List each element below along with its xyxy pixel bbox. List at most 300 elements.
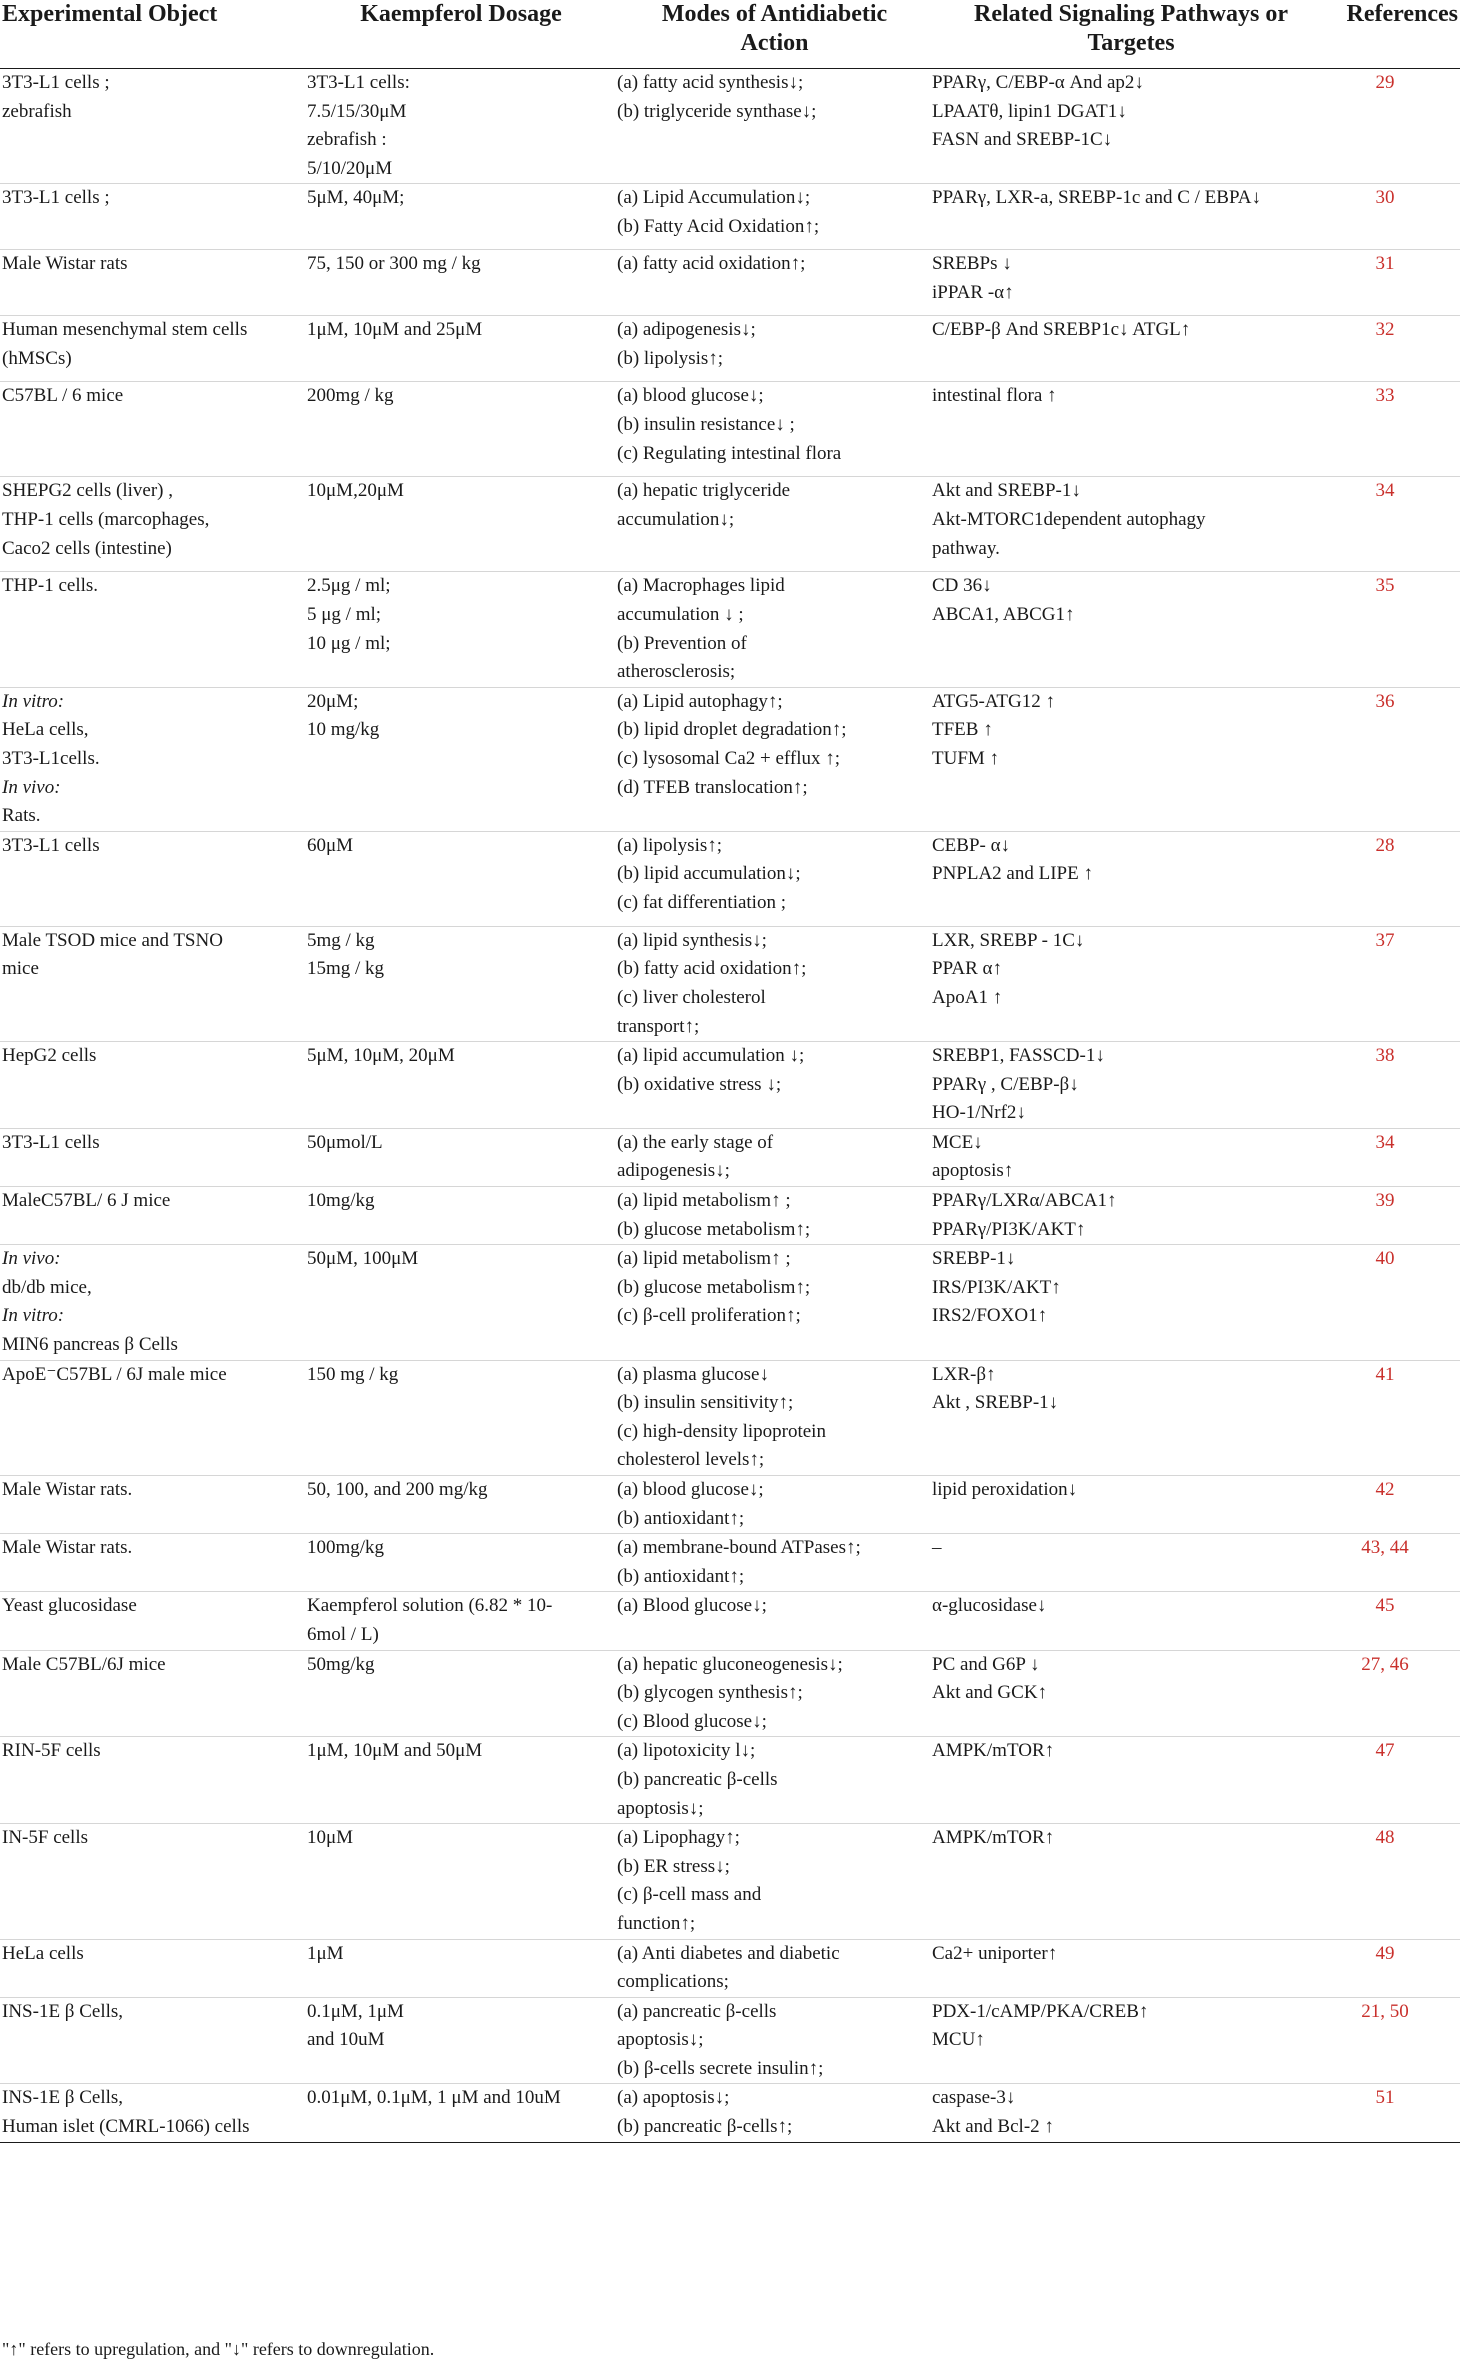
cell-line: apoptosis↑	[932, 1160, 1014, 1182]
cell-line: In vivo:	[2, 1248, 61, 1270]
cell-experimental-object	[0, 1650, 305, 1737]
cell-mode-of-action	[617, 477, 932, 572]
cell-line: (b) triglyceride synthase↓;	[617, 100, 817, 122]
reference-link[interactable]: 38	[1375, 1045, 1395, 1067]
cell-mode-of-action	[617, 572, 932, 687]
cell-line: IN-5F cells	[2, 1827, 89, 1849]
cell-line: pathway.	[932, 537, 1000, 559]
reference-link[interactable]: 46	[1389, 1653, 1409, 1675]
cell-signaling-pathways	[932, 477, 1330, 572]
cell-line: (a) plasma glucose↓	[617, 1363, 769, 1385]
cell-line: iPPAR -α↑	[932, 281, 1014, 303]
cell-line: 20μM;	[307, 690, 359, 712]
table-row	[0, 1187, 1460, 1245]
cell-kaempferol-dosage	[305, 1824, 617, 1939]
reference-link[interactable]: 45	[1375, 1595, 1395, 1617]
cell-line: 50mg/kg	[307, 1653, 375, 1675]
cell-experimental-object	[0, 1534, 305, 1592]
cell-signaling-pathways	[932, 1042, 1330, 1129]
cell-experimental-object	[0, 1737, 305, 1824]
cell-line: INS-1E β Cells,	[2, 2087, 124, 2109]
cell-line: (a) blood glucose↓;	[617, 385, 764, 407]
cell-line: (a) lipotoxicity l↓;	[617, 1740, 756, 1762]
cell-line: (a) Lipid autophagy↑;	[617, 690, 783, 712]
cell-kaempferol-dosage	[305, 250, 617, 316]
cell-references	[1330, 477, 1460, 572]
cell-kaempferol-dosage	[305, 184, 617, 250]
cell-line: 0.1μM, 1μM	[307, 2000, 404, 2022]
cell-signaling-pathways	[932, 1187, 1330, 1245]
cell-line: 5mg / kg	[307, 929, 375, 951]
cell-line: MaleC57BL/ 6 J mice	[2, 1190, 171, 1212]
cell-line: (a) Anti diabetes and diabetic	[617, 1942, 840, 1964]
cell-line: (a) Macrophages lipid	[617, 575, 785, 597]
header-references: References	[1330, 0, 1460, 69]
reference-link[interactable]: 34	[1375, 480, 1395, 502]
cell-line: Akt and Bcl-2 ↑	[932, 2116, 1054, 2138]
cell-references: 43, 44	[1330, 1534, 1460, 1592]
cell-line: (a) lipid metabolism↑ ;	[617, 1248, 791, 1270]
table-row	[0, 69, 1460, 184]
cell-references	[1330, 1128, 1460, 1186]
cell-line: 5 μg / ml;	[307, 603, 382, 625]
cell-experimental-object	[0, 687, 305, 831]
cell-signaling-pathways	[932, 382, 1330, 477]
cell-line: ATG5-ATG12 ↑	[932, 690, 1055, 712]
cell-line: cholesterol levels↑;	[617, 1449, 765, 1471]
cell-line: lipid peroxidation↓	[932, 1479, 1078, 1500]
cell-experimental-object	[0, 69, 305, 184]
cell-line: 3T3-L1 cells	[2, 1131, 100, 1153]
cell-line: (b) fatty acid oxidation↑;	[617, 958, 807, 980]
cell-line: 50, 100, and 200 mg/kg	[307, 1479, 488, 1500]
cell-signaling-pathways	[932, 572, 1330, 687]
cell-references	[1330, 250, 1460, 316]
cell-mode-of-action	[617, 831, 932, 926]
cell-mode-of-action	[617, 382, 932, 477]
cell-mode-of-action	[617, 1245, 932, 1360]
header-experimental-object: Experimental Object	[0, 0, 305, 69]
reference-link[interactable]: 43	[1361, 1537, 1381, 1559]
cell-mode-of-action	[617, 1939, 932, 1997]
cell-line: mice	[2, 958, 39, 980]
cell-line: LXR, SREBP - 1C↓	[932, 929, 1085, 951]
cell-references	[1330, 1042, 1460, 1129]
table-row	[0, 687, 1460, 831]
cell-references	[1330, 572, 1460, 687]
cell-line: db/db mice,	[2, 1276, 92, 1298]
cell-line: (b) insulin sensitivity↑;	[617, 1392, 794, 1414]
cell-line: (b) oxidative stress ↓;	[617, 1073, 782, 1095]
cell-line: 0.01μM, 0.1μM, 1 μM and 10uM	[307, 2087, 561, 2109]
cell-mode-of-action	[617, 926, 932, 1041]
reference-link[interactable]: 33	[1375, 385, 1395, 407]
cell-references	[1330, 926, 1460, 1041]
cell-line: 3T3-L1 cells:	[307, 72, 410, 93]
cell-experimental-object	[0, 1187, 305, 1245]
cell-line: Caco2 cells (intestine)	[2, 537, 172, 559]
cell-experimental-object	[0, 572, 305, 687]
header-row	[0, 0, 1460, 69]
cell-experimental-object	[0, 1997, 305, 2084]
cell-line: Human islet (CMRL-1066) cells	[2, 2116, 250, 2138]
cell-references	[1330, 316, 1460, 382]
cell-line: (a) lipid accumulation ↓;	[617, 1045, 805, 1067]
table-row	[0, 926, 1460, 1041]
cell-line: CEBP- α↓	[932, 834, 1011, 856]
cell-line: PNPLA2 and LIPE ↑	[932, 863, 1093, 885]
cell-line: (d) TFEB translocation↑;	[617, 776, 808, 798]
cell-mode-of-action	[617, 69, 932, 184]
table-row	[0, 1042, 1460, 1129]
table-row	[0, 831, 1460, 926]
cell-experimental-object	[0, 1592, 305, 1650]
cell-line: (a) pancreatic β-cells	[617, 2000, 777, 2022]
cell-experimental-object	[0, 1128, 305, 1186]
cell-line: (b) glucose metabolism↑;	[617, 1218, 811, 1240]
cell-line: Yeast glucosidase	[2, 1595, 137, 1617]
table-header	[0, 0, 1460, 69]
cell-mode-of-action	[617, 687, 932, 831]
cell-references	[1330, 184, 1460, 250]
cell-experimental-object	[0, 926, 305, 1041]
cell-line: apoptosis↓;	[617, 2029, 704, 2051]
cell-kaempferol-dosage	[305, 1360, 617, 1475]
cell-kaempferol-dosage	[305, 1650, 617, 1737]
reference-link[interactable]: 30	[1375, 187, 1395, 209]
cell-line: intestinal flora ↑	[932, 385, 1057, 407]
table-row	[0, 1997, 1460, 2084]
cell-line: (b) Prevention of	[617, 632, 747, 654]
cell-mode-of-action	[617, 1737, 932, 1824]
cell-line: 10 mg/kg	[307, 719, 380, 741]
cell-mode-of-action	[617, 2084, 932, 2142]
cell-line: 15mg / kg	[307, 958, 385, 980]
cell-line: AMPK/mTOR↑	[932, 1827, 1055, 1849]
cell-line: MCE↓	[932, 1131, 983, 1153]
reference-link[interactable]: 44	[1389, 1537, 1409, 1559]
cell-signaling-pathways	[932, 1245, 1330, 1360]
cell-line: SHEPG2 cells (liver) ,	[2, 480, 173, 502]
cell-line: 200mg / kg	[307, 385, 394, 407]
cell-line: 60μM	[307, 834, 354, 856]
cell-mode-of-action	[617, 1360, 932, 1475]
cell-kaempferol-dosage	[305, 316, 617, 382]
cell-line: 10μM	[307, 1827, 354, 1849]
reference-link[interactable]: 41	[1375, 1363, 1395, 1385]
cell-mode-of-action	[617, 184, 932, 250]
cell-line: 100mg/kg	[307, 1537, 385, 1559]
cell-line: accumulation ↓ ;	[617, 603, 744, 625]
cell-line: (b) glucose metabolism↑;	[617, 1276, 811, 1298]
table-row	[0, 184, 1460, 250]
cell-line: FASN and SREBP-1C↓	[932, 129, 1113, 151]
cell-line: Kaempferol solution (6.82 * 10-	[307, 1595, 553, 1617]
cell-line: PPARγ/PI3K/AKT↑	[932, 1218, 1086, 1240]
cell-line: INS-1E β Cells,	[2, 2000, 124, 2022]
header-signaling-pathways: Related Signaling Pathways or Targetes	[932, 0, 1330, 69]
cell-line: (b) lipolysis↑;	[617, 347, 724, 369]
cell-experimental-object	[0, 831, 305, 926]
cell-signaling-pathways	[932, 316, 1330, 382]
reference-link[interactable]: 42	[1375, 1479, 1395, 1500]
cell-line: (c) Regulating intestinal flora	[617, 442, 842, 464]
cell-line: (a) hepatic gluconeogenesis↓;	[617, 1653, 843, 1675]
cell-signaling-pathways	[932, 1650, 1330, 1737]
cell-references	[1330, 2084, 1460, 2142]
cell-line: HeLa cells	[2, 1942, 84, 1964]
cell-kaempferol-dosage	[305, 1128, 617, 1186]
table-row	[0, 572, 1460, 687]
reference-link[interactable]: 51	[1375, 2087, 1395, 2109]
cell-references	[1330, 687, 1460, 831]
cell-references	[1330, 831, 1460, 926]
cell-line: and 10uM	[307, 2029, 385, 2051]
cell-line: TFEB ↑	[932, 719, 993, 741]
cell-kaempferol-dosage	[305, 572, 617, 687]
table-row	[0, 1128, 1460, 1186]
cell-mode-of-action	[617, 1592, 932, 1650]
cell-kaempferol-dosage	[305, 1997, 617, 2084]
cell-references	[1330, 69, 1460, 184]
reference-link[interactable]: 34	[1375, 1131, 1395, 1153]
cell-signaling-pathways	[932, 1360, 1330, 1475]
cell-kaempferol-dosage	[305, 1476, 617, 1534]
cell-line: Human mesenchymal stem cells	[2, 319, 248, 341]
cell-experimental-object	[0, 1824, 305, 1939]
reference-link[interactable]: 40	[1375, 1248, 1395, 1270]
cell-line: (c) fat differentiation ;	[617, 891, 786, 913]
cell-line: (b) Fatty Acid Oxidation↑;	[617, 215, 820, 237]
cell-references	[1330, 1476, 1460, 1534]
cell-line: 10 μg / ml;	[307, 632, 391, 654]
cell-experimental-object	[0, 1245, 305, 1360]
cell-line: (b) β-cells secrete insulin↑;	[617, 2057, 824, 2079]
reference-link[interactable]: 28	[1375, 834, 1395, 856]
reference-link[interactable]: 27	[1361, 1653, 1381, 1675]
cell-mode-of-action	[617, 1534, 932, 1592]
cell-line: (c) high-density lipoprotein	[617, 1420, 826, 1442]
cell-line: 2.5μg / ml;	[307, 575, 391, 597]
cell-experimental-object	[0, 316, 305, 382]
cell-signaling-pathways	[932, 831, 1330, 926]
cell-references	[1330, 382, 1460, 477]
cell-line: Ca2+ uniporter↑	[932, 1942, 1058, 1964]
cell-signaling-pathways	[932, 687, 1330, 831]
cell-line: transport↑;	[617, 1015, 700, 1037]
cell-references	[1330, 1187, 1460, 1245]
cell-line: 75, 150 or 300 mg / kg	[307, 253, 481, 275]
cell-line: (a) membrane-bound ATPases↑;	[617, 1537, 861, 1559]
cell-mode-of-action	[617, 1476, 932, 1534]
cell-line: (b) antioxidant↑;	[617, 1507, 745, 1529]
reference-link[interactable]: 32	[1375, 319, 1395, 341]
reference-link[interactable]: 37	[1375, 929, 1395, 951]
cell-experimental-object	[0, 1939, 305, 1997]
cell-line: (c) Blood glucose↓;	[617, 1710, 767, 1732]
cell-line: (a) Lipophagy↑;	[617, 1827, 740, 1849]
cell-signaling-pathways	[932, 69, 1330, 184]
cell-signaling-pathways	[932, 250, 1330, 316]
cell-line: RIN-5F cells	[2, 1740, 101, 1762]
cell-line: (a) the early stage of	[617, 1131, 774, 1153]
cell-line: Male TSOD mice and TSNO	[2, 929, 223, 951]
table-row	[0, 477, 1460, 572]
cell-line: (hMSCs)	[2, 347, 72, 369]
cell-line: Akt-MTORC1dependent autophagy	[932, 508, 1206, 530]
cell-line: (a) fatty acid oxidation↑;	[617, 253, 806, 275]
table-row	[0, 1650, 1460, 1737]
cell-line: 1μM	[307, 1942, 344, 1964]
cell-kaempferol-dosage	[305, 1187, 617, 1245]
cell-kaempferol-dosage	[305, 1245, 617, 1360]
table-body	[0, 69, 1460, 2143]
cell-line: (a) lipid synthesis↓;	[617, 929, 767, 951]
cell-line: (a) adipogenesis↓;	[617, 319, 756, 341]
table-row	[0, 1245, 1460, 1360]
cell-line: 5μM, 10μM, 20μM	[307, 1045, 455, 1067]
reference-link[interactable]: 39	[1375, 1190, 1395, 1212]
cell-line: IRS2/FOXO1↑	[932, 1305, 1048, 1327]
cell-line: 1μM, 10μM and 25μM	[307, 319, 483, 341]
table-row	[0, 1824, 1460, 1939]
cell-line: MCU↑	[932, 2029, 985, 2051]
cell-line: Male Wistar rats.	[2, 1479, 133, 1500]
table-footnote: "↑" refers to upregulation, and "↓" refers to downregulation.	[2, 2339, 435, 2359]
cell-line: 3T3-L1cells.	[2, 747, 100, 769]
cell-kaempferol-dosage	[305, 1737, 617, 1824]
cell-line: LXR-β↑	[932, 1363, 996, 1385]
cell-line: SREBPs ↓	[932, 253, 1012, 275]
cell-line: zebrafish :	[307, 129, 387, 151]
cell-signaling-pathways	[932, 1592, 1330, 1650]
cell-line: 3T3-L1 cells ;	[2, 187, 110, 209]
cell-line: PPARγ, LXR-a, SREBP-1c and C / EBPA↓	[932, 187, 1261, 209]
cell-kaempferol-dosage	[305, 1939, 617, 1997]
cell-line: –	[932, 1537, 942, 1559]
cell-line: (a) lipid metabolism↑ ;	[617, 1190, 791, 1212]
cell-mode-of-action	[617, 1042, 932, 1129]
reference-link[interactable]: 48	[1375, 1827, 1395, 1849]
cell-line: accumulation↓;	[617, 508, 735, 530]
cell-experimental-object	[0, 382, 305, 477]
cell-references: 21, 50	[1330, 1997, 1460, 2084]
cell-line: 1μM, 10μM and 50μM	[307, 1740, 483, 1762]
cell-experimental-object	[0, 477, 305, 572]
cell-line: (b) pancreatic β-cells↑;	[617, 2116, 793, 2138]
reference-link[interactable]: 29	[1375, 72, 1395, 93]
cell-signaling-pathways	[932, 1128, 1330, 1186]
cell-line: (a) Lipid Accumulation↓;	[617, 187, 811, 209]
cell-line: (b) pancreatic β-cells	[617, 1768, 778, 1790]
cell-line: THP-1 cells.	[2, 575, 99, 597]
cell-line: (c) β-cell proliferation↑;	[617, 1305, 801, 1327]
cell-line: atherosclerosis;	[617, 661, 736, 683]
table-row	[0, 250, 1460, 316]
table-row	[0, 1939, 1460, 1997]
table-row	[0, 1737, 1460, 1824]
cell-kaempferol-dosage	[305, 1042, 617, 1129]
cell-line: SREBP1, FASSCD-1↓	[932, 1045, 1105, 1067]
cell-experimental-object	[0, 2084, 305, 2142]
reference-link[interactable]: 35	[1375, 575, 1395, 597]
table-row	[0, 1476, 1460, 1534]
cell-references: 27, 46	[1330, 1650, 1460, 1737]
cell-line: IRS/PI3K/AKT↑	[932, 1276, 1061, 1298]
cell-line: (c) β-cell mass and	[617, 1884, 762, 1906]
table-row	[0, 316, 1460, 382]
cell-kaempferol-dosage	[305, 1592, 617, 1650]
table-row	[0, 382, 1460, 477]
table-row	[0, 1360, 1460, 1475]
reference-link[interactable]: 50	[1389, 2000, 1409, 2022]
reference-link[interactable]: 36	[1375, 690, 1395, 712]
cell-experimental-object	[0, 1360, 305, 1475]
cell-line: HeLa cells,	[2, 719, 89, 741]
cell-line: (b) lipid droplet degradation↑;	[617, 719, 847, 741]
cell-line: (a) hepatic triglyceride	[617, 480, 791, 502]
cell-line: HO-1/Nrf2↓	[932, 1102, 1026, 1124]
cell-line: 50μM, 100μM	[307, 1248, 419, 1270]
cell-line: 5/10/20μM	[307, 157, 393, 179]
cell-line: 50μmol/L	[307, 1131, 383, 1153]
reference-link[interactable]: 47	[1375, 1740, 1395, 1762]
cell-line: (b) insulin resistance↓ ;	[617, 413, 795, 435]
cell-line: function↑;	[617, 1912, 696, 1934]
cell-experimental-object	[0, 1042, 305, 1129]
cell-kaempferol-dosage	[305, 831, 617, 926]
reference-link[interactable]: 31	[1375, 253, 1395, 275]
cell-line: PDX-1/cAMP/PKA/CREB↑	[932, 2000, 1149, 2022]
cell-line: Akt , SREBP-1↓	[932, 1392, 1059, 1414]
cell-kaempferol-dosage	[305, 926, 617, 1041]
cell-line: THP-1 cells (marcophages,	[2, 508, 210, 530]
cell-signaling-pathways	[932, 1824, 1330, 1939]
reference-link[interactable]: 49	[1375, 1942, 1395, 1964]
cell-references	[1330, 1939, 1460, 1997]
cell-line: SREBP-1↓	[932, 1248, 1016, 1270]
cell-line: PPARγ , C/EBP-β↓	[932, 1073, 1079, 1095]
reference-link[interactable]: 21	[1361, 2000, 1381, 2022]
cell-line: complications;	[617, 1971, 729, 1993]
cell-kaempferol-dosage	[305, 69, 617, 184]
table-row	[0, 1534, 1460, 1592]
cell-signaling-pathways	[932, 1476, 1330, 1534]
cell-line: C57BL / 6 mice	[2, 385, 124, 407]
cell-signaling-pathways	[932, 184, 1330, 250]
cell-line: 6mol / L)	[307, 1623, 379, 1645]
cell-line: ApoE⁻C57BL / 6J male mice	[2, 1363, 227, 1385]
cell-kaempferol-dosage	[305, 2084, 617, 2142]
cell-mode-of-action	[617, 1187, 932, 1245]
cell-line: (a) lipolysis↑;	[617, 834, 723, 856]
cell-line: Male C57BL/6J mice	[2, 1653, 166, 1675]
header-modes-of-action: Modes of Antidiabetic Action	[617, 0, 932, 69]
cell-mode-of-action	[617, 316, 932, 382]
cell-line: PPARγ, C/EBP-α And ap2↓	[932, 72, 1144, 93]
cell-line: 3T3-L1 cells	[2, 834, 100, 856]
cell-line: α-glucosidase↓	[932, 1595, 1047, 1617]
cell-signaling-pathways	[932, 1997, 1330, 2084]
cell-line: 5μM, 40μM;	[307, 187, 405, 209]
cell-line: TUFM ↑	[932, 747, 1000, 769]
cell-line: adipogenesis↓;	[617, 1160, 730, 1182]
cell-line: MIN6 pancreas β Cells	[2, 1334, 178, 1356]
cell-line: 10mg/kg	[307, 1190, 375, 1212]
cell-line: Rats.	[2, 805, 41, 827]
cell-line: zebrafish	[2, 100, 72, 122]
cell-line: 10μM,20μM	[307, 480, 404, 502]
